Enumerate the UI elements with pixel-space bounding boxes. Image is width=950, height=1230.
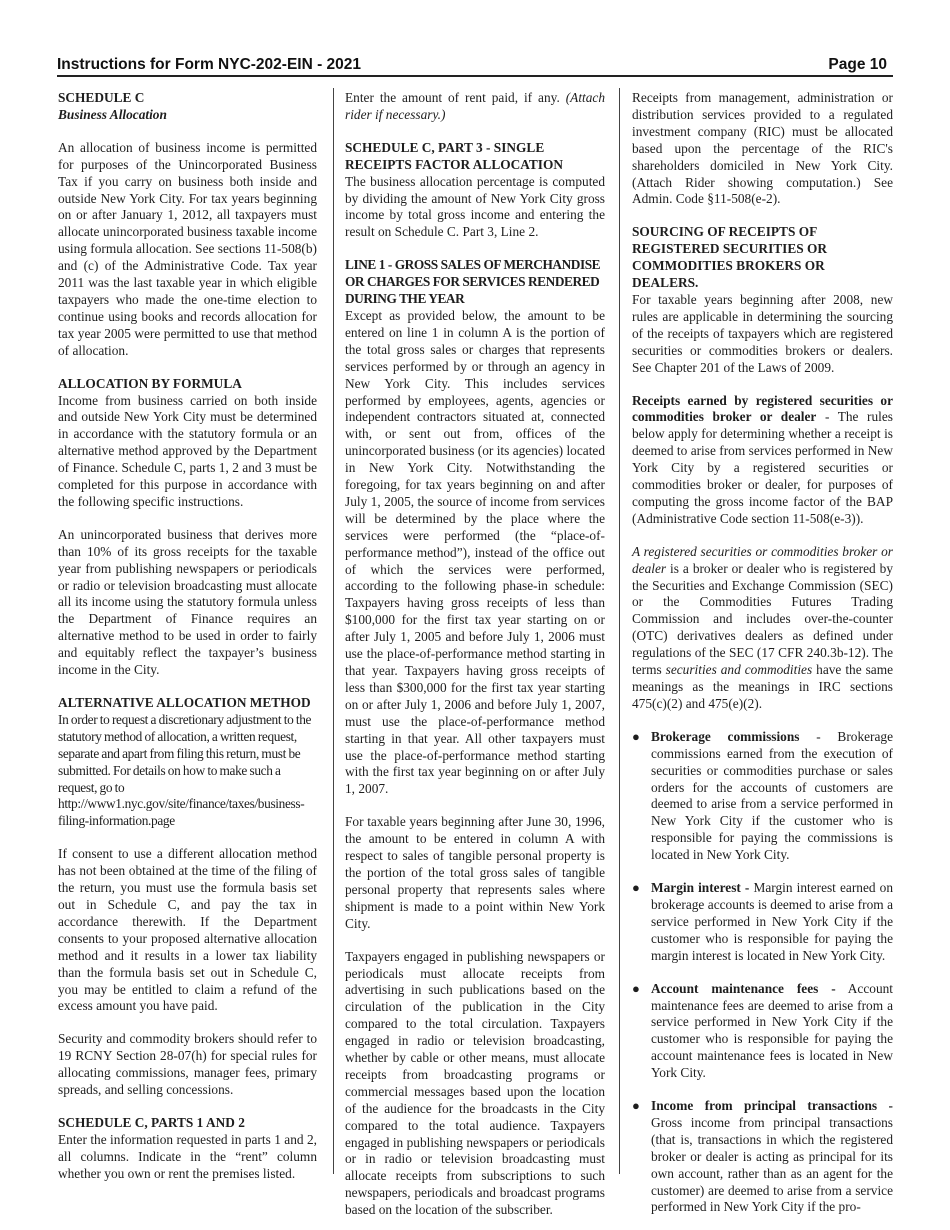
schedule-c-parts-1-2-heading: SCHEDULE C, PARTS 1 AND 2 [58,1114,245,1130]
registered-broker-definition-paragraph: A registered securities or commodities broker or dealer is a broker or dealer who is registered by the Securities and Exchange Commission (SEC) or the Commodities Futures Trading Commission and includes over-the-counter (OTC) derivatives dealers as defined under regulations of the SEC (17 CFR 240.3b-12). The terms securities and commodities have the same meanings as the meanings in IRC sections 475(c)(2) and 475(e)(2). [632,543,894,711]
page-number: Page 10 [828,56,887,73]
publishing-allocation-paragraph: An unincorporated business that derives more than 10% of its gross receipts for the taxable year from publishing newspapers or periodicals or radio or television broadcasting must allocate all its income using the statutory formula unless the Department of Finance requires an alternative method to be used in order to fairly and equitably reflect the taxpayer’s business income in the City. [58,526,317,678]
alternative-allocation-heading: ALTERNATIVE ALLOCATION METHOD [58,695,311,710]
schedule-c-subtitle: Business Allocation [58,106,167,122]
column-1 [58,90,317,1183]
attach-rider-note: (Attach rider if necessary.) [345,90,605,122]
list-item: ● Income from principal transactions - Gross income from principal transactions (that is, transactions in which the registered broker or dealer is acting as principal for its own account, rather than as an agent for the customer) are deemed to arise from a service performed in New York City if the pro- [632,1098,893,1215]
sourcing-rules-paragraph: For taxable years beginning after 2008, new rules are applicable in determining the sourcing of the receipts of taxpayers which are registered securities or commodities brokers or dealers. See Chapter 201 of the Laws of 2009. [632,291,893,375]
business-allocation-percentage-paragraph: The business allocation percentage is computed by dividing the amount of New York City gross income by total gross income and entering the result on Schedule C. Part 3, Line 2. [345,173,605,240]
column-2 [345,90,605,1219]
publishing-receipts-paragraph: Taxpayers engaged in publishing newspapers or periodicals must allocate receipts from advertising in such publications based on the circulation of the publication in the City compared to the total circulation. Taxpayers engaged in radio or television broadcasting, whether by cable or other means, must allocate receipts from broadcasting programs or commercial messages based upon the location of the audience for the broadcasts in the City compared to the total audience. Taxpayers engaged in publishing newspapers or periodicals or in radio or television broadcasting must allocate receipts from subscriptions to such newspapers, periodicals and broadcast programs based on the location of the subscriber. [345,948,605,1218]
bullet-icon: ● [632,880,640,896]
allocation-by-formula-heading: ALLOCATION BY FORMULA [58,375,242,391]
business-allocation-paragraph: An allocation of business income is permitted for purposes of the Unincorporated Business Tax if you carry on business both inside and outside New York City. For tax years beginning on or after January 1, 2012, all taxpayers must allocate unincorporated business taxable income using formula allocation. See sections 11-508(b) and (c) of the Administrative Code. Tax year 2011 was the last taxable year in which eligible taxpayers who made the one-time election to continue using books and records allocation for tax year 2005 were permitted to use that method of allocation. [58,139,317,358]
bullet-icon: ● [632,980,640,996]
header-rule [57,75,893,77]
line-1-paragraph: Except as provided below, the amount to be entered on line 1 in column A is the portion of the total gross sales or charges that represents services performed by or through an agency in New York City. This includes services performed by employees, agents, agencies or independent contractors situated at, connected with, or sent out from, offices of the unincorporated business (or its agencies) located in New York City. Notwithstanding the foregoing, for tax years beginning on and after July 1, 2005, the source of income from services will be determined by the place where the services were performed (the “place-of-performance method”), instead of the office out of which the services were performed, according to the following phase-in schedule: Taxpayers having gross receipts of less than $100,000 for the first tax year starting on or after July 1, 2005 and before July 1, 2006 must use the place-of-performance method starting in that year. Taxpayers having gross receipts of less than $300,000 for the first tax year starting on or after July 1, 2006 and before July 1, 2007, must use the place-of-performance method starting in that year. All other taxpayers must use the place-of-performance method starting with the first tax year beginning on or after July 1, 2007. [345,307,605,797]
bullet-icon: ● [632,728,640,744]
column-divider-1 [333,88,334,1174]
line-1-heading: LINE 1 - GROSS SALES OF MERCHANDISE OR CHARGES FOR SERVICES RENDERED DURING THE YEAR [345,257,601,307]
discretionary-adjustment-paragraph: In order to request a discretionary adjustment to the statutory method of allocation, a written request, separate and apart from filing this return, must be submitted. For details on how to make such a request, go to http://www1.nyc.gov/site/finance/taxes/business-filing-information.page [58,711,312,829]
tangible-property-paragraph: For taxable years beginning after June 30, 1996, the amount to be entered in column A with respect to sales of tangible personal property is the portion of the total gross sales of tangible personal property that represents sales where shipment is made to a point within New York City. [345,814,605,931]
list-item: ● Account maintenance fees - Account maintenance fees are deemed to arise from a service performed in New York City if the customer who is responsible for paying the account maintenance fees is located in New York City. [632,980,894,1081]
consent-paragraph: If consent to use a different allocation method has not been obtained at the time of the filing of the return, you must use the formula basis set out in Schedule C, and pay the tax in accordance therewith. If the Department consents to your proposed alternative allocation method and it results in a lower tax liability than the formula basis set out in Schedule C, you may be entitled to claim a refund of the excess amount you have paid. [58,846,317,1014]
page-header [57,54,893,76]
parts-1-2-paragraph: Enter the information requested in parts 1 and 2, all columns. Indicate in the “rent” column whether you own or rent the premises listed. [58,1131,317,1181]
document-title: Instructions for Form NYC-202-EIN - 2021 [57,56,362,73]
brokers-paragraph: Security and commodity brokers should refer to 19 RCNY Section 28-07(h) for special rules for allocating commissions, manager fees, primary spreads, and selling concessions. [58,1031,317,1098]
column-3 [632,90,893,1216]
column-divider-2 [619,88,620,1174]
schedule-c-part-3-heading: SCHEDULE C, PART 3 - SINGLE RECEIPTS FACTOR ALLOCATION [345,139,563,172]
list-item: ● Brokerage commissions - Brokerage commissions earned from the execution of securities or commodities purchase or sales orders for the accounts of customers are deemed to arise from a service performed in New York City if the customer who is responsible for paying the commissions is located in New York City. [632,728,893,863]
list-item: ● Margin interest - Margin interest earned on brokerage accounts is deemed to arise from a service performed in New York City if the customer who is responsible for paying the margin interest is located in New York City. [632,880,893,963]
rent-paragraph: Enter the amount of rent paid, if any. (Attach rider if necessary.) [345,90,605,122]
schedule-c-heading: SCHEDULE C Business Allocation [58,90,317,124]
receipt-types-list [632,729,893,1217]
sourcing-of-receipts-heading: SOURCING OF RECEIPTS OF REGISTERED SECURITIES OR COMMODITIES BROKERS OR DEALERS. [632,224,828,291]
ric-receipts-paragraph: Receipts from management, administration or distribution services provided to a regulated investment company (RIC) must be allocated based upon the percentage of the RIC's shareholders domiciled in New York City. (Attach Rider showing computation.) See Admin. Code §11-508(e-2). [632,90,893,207]
allocation-formula-paragraph: Income from business carried on both inside and outside New York City must be determined in accordance with the statutory formula or an alternative method approved by the Department of Finance. Schedule C, parts 1, 2 and 3 must be completed for this purpose in accordance with the following specific instructions. [58,392,317,509]
receipts-earned-paragraph: Receipts earned by registered securities or commodities broker or dealer - The rules below apply for determining whether a receipt is deemed to arise from services performed in New York City by a registered securities or commodities broker or dealer, for purposes of computing the gross income factor of the BAP (Administrative Code section 11-508(e-3)). [632,392,893,526]
bullet-icon: ● [632,1098,640,1114]
receipts-earned-term: Receipts earned by registered securities or commodities broker or dealer [632,392,893,425]
